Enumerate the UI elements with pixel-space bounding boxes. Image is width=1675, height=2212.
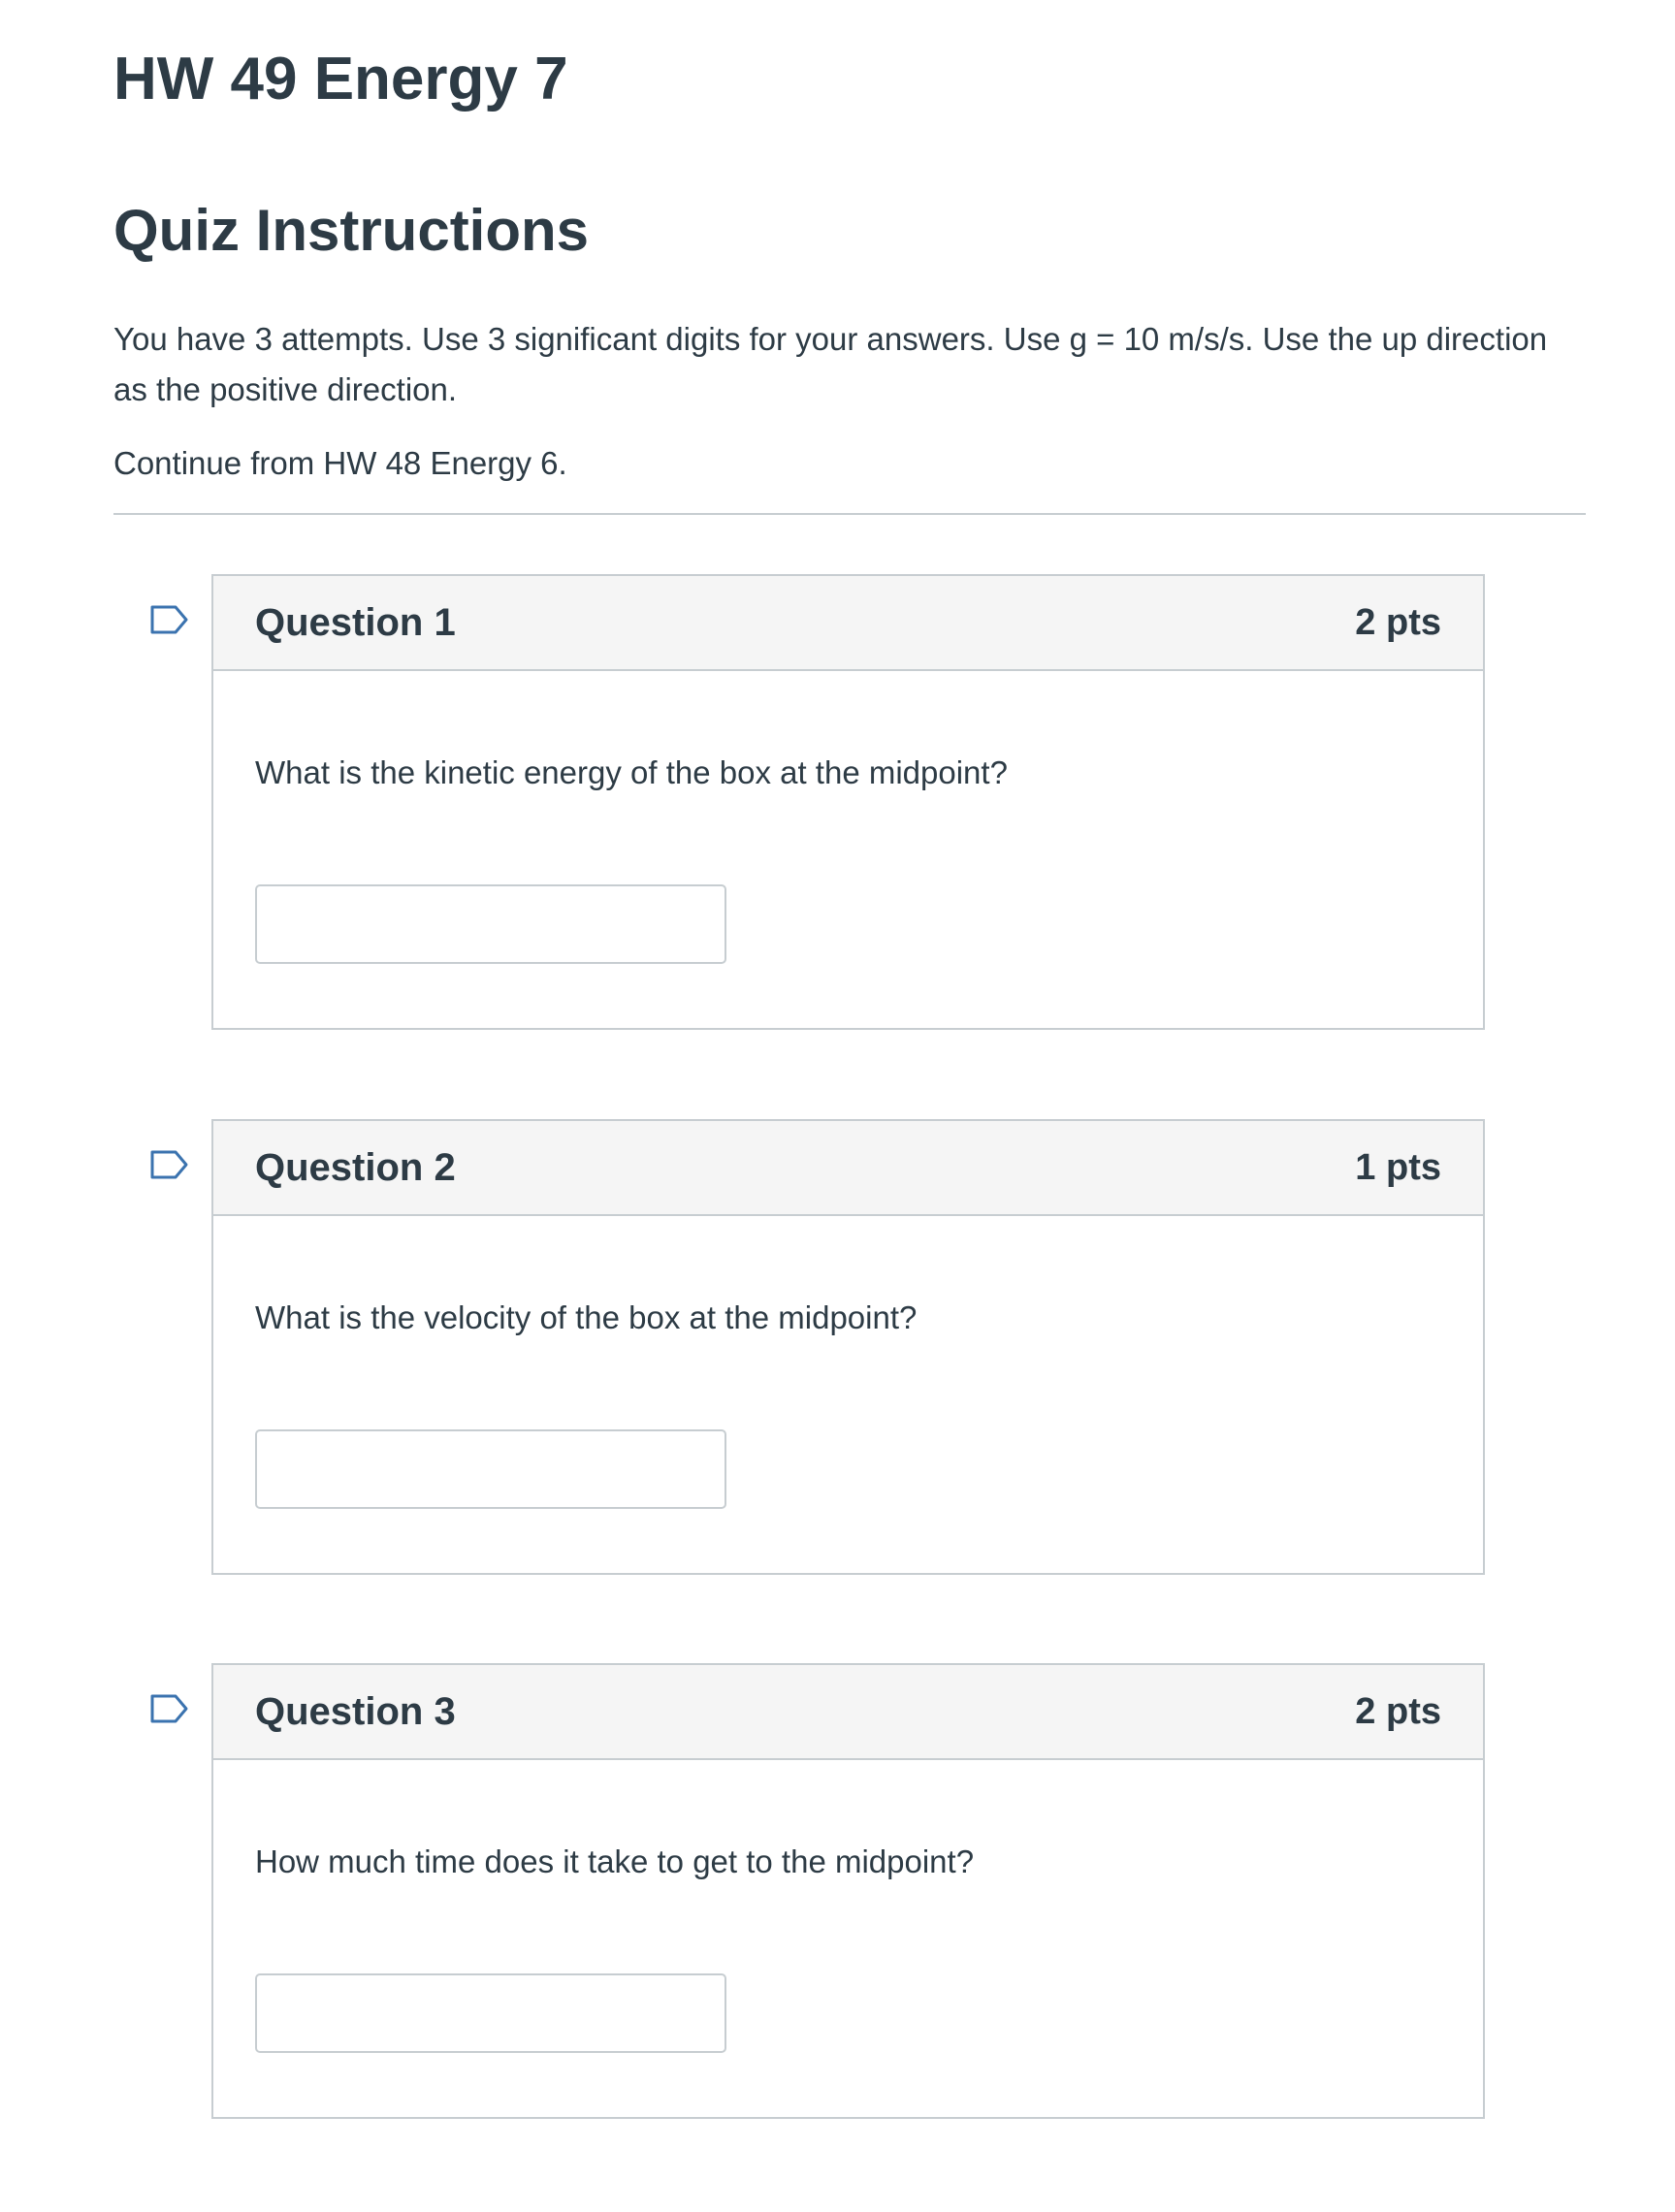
- question-points: 1 pts: [1355, 1147, 1441, 1188]
- flag-question-button-2[interactable]: [150, 1150, 189, 1179]
- question-points: 2 pts: [1355, 1691, 1441, 1732]
- answer-input[interactable]: [255, 1973, 726, 2053]
- question-name: Question 3: [255, 1690, 456, 1733]
- divider: [113, 513, 1586, 515]
- instructions-heading: Quiz Instructions: [113, 198, 590, 263]
- question-card: [211, 574, 1485, 1030]
- question-block-3: [113, 1663, 1586, 2121]
- flag-outline-icon: [150, 1694, 189, 1723]
- question-block-2: [113, 1119, 1586, 1577]
- flag-outline-icon: [150, 1150, 189, 1179]
- question-text: What is the velocity of the box at the midpoint?: [255, 1299, 918, 1335]
- question-card: [211, 1119, 1485, 1575]
- flag-outline-icon: [150, 605, 189, 634]
- question-name: Question 1: [255, 601, 456, 644]
- question-header: [213, 1121, 1483, 1216]
- question-header: [213, 576, 1483, 671]
- flag-question-button-3[interactable]: [150, 1694, 189, 1723]
- question-points: 2 pts: [1355, 602, 1441, 643]
- answer-input[interactable]: [255, 1429, 726, 1509]
- question-block-1: [113, 574, 1586, 1032]
- answer-input[interactable]: [255, 884, 726, 964]
- question-text: How much time does it take to get to the midpoint?: [255, 1843, 975, 1879]
- quiz-title: HW 49 Energy 7: [113, 46, 568, 112]
- flag-question-button-1[interactable]: [150, 605, 189, 634]
- question-name: Question 2: [255, 1146, 456, 1189]
- question-card: [211, 1663, 1485, 2119]
- instructions-text: You have 3 attempts. Use 3 significant digits for your answers. Use g = 10 m/s/s. Use the up direction as the positive direction.: [113, 321, 1548, 407]
- question-text: What is the kinetic energy of the box at the midpoint?: [255, 754, 1008, 790]
- continue-text: Continue from HW 48 Energy 6.: [113, 445, 567, 481]
- question-header: [213, 1665, 1483, 1760]
